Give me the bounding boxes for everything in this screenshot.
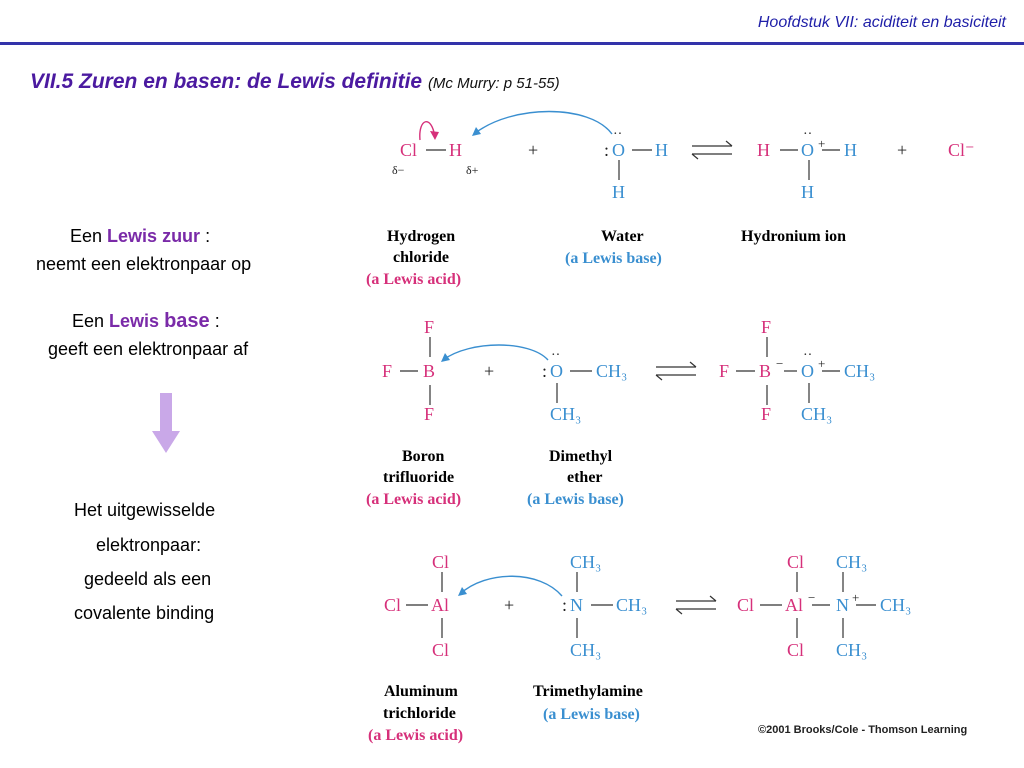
label-aluminum: Aluminum: [384, 683, 458, 700]
exchanged-line-2: elektronpaar:: [96, 535, 202, 555]
label-trifluoride: trifluoride: [383, 469, 455, 486]
prod2-f-top: F: [761, 317, 772, 337]
label-dimethyl: Dimethyl: [549, 448, 613, 465]
exchanged-line-4: covalente binding: [74, 603, 215, 623]
bf3-b-atom: B: [423, 361, 436, 381]
chapter-header: Hoofdstuk VII: aciditeit en basiciteit: [757, 14, 1006, 31]
label-water: Water: [601, 228, 644, 245]
lewis-base-definition: geeft een elektronpaar af: [48, 339, 249, 359]
prod2-ch3-right: CH₃: [844, 361, 876, 381]
prod2-o-atom: O: [801, 361, 814, 381]
svg-text::: :: [562, 595, 568, 615]
lewis-base-term-1: Lewis: [109, 311, 160, 331]
svg-text:··: ··: [551, 348, 561, 363]
svg-text::: :: [604, 140, 610, 160]
exchanged-line-3: gedeeld als een: [84, 569, 212, 589]
amine-n-atom: N: [570, 595, 583, 615]
prod3-cl-top: Cl: [787, 552, 805, 572]
prod3-ch3-bottom: CH₃: [836, 640, 868, 660]
water-o-atom: O: [612, 140, 625, 160]
r2-plus: +: [484, 361, 495, 381]
base-colon: :: [214, 311, 220, 331]
amine-ch3-top: CH₃: [570, 552, 602, 572]
label-bf3-acid: (a Lewis acid): [366, 491, 462, 508]
prod2-f-left: F: [719, 361, 730, 381]
prod3-al-atom: Al: [785, 595, 803, 615]
hydronium-h-right: H: [844, 140, 857, 160]
hydronium-h-left: H: [757, 140, 770, 160]
label-boron: Boron: [402, 448, 445, 465]
alcl3-cl-left: Cl: [384, 595, 402, 615]
svg-text:··: ··: [803, 127, 813, 142]
hcl-delta-minus: δ−: [392, 163, 405, 177]
amine-ch3-right: CH₃: [616, 595, 648, 615]
lewis-acid-term: Lewis zuur: [107, 226, 201, 246]
hcl-delta-plus: δ+: [466, 163, 479, 177]
hydronium-charge: +: [818, 136, 826, 151]
svg-text::: :: [542, 361, 548, 381]
ether-o-atom: O: [550, 361, 563, 381]
label-hydronium: Hydronium ion: [741, 228, 847, 245]
label-hydrogen: Hydrogen: [387, 228, 456, 245]
prod2-b-charge: −: [776, 356, 784, 371]
ether-ch3-right: CH₃: [596, 361, 628, 381]
alcl3-al-atom: Al: [431, 595, 449, 615]
r1-plus: +: [528, 140, 539, 160]
amine-ch3-bottom: CH₃: [570, 640, 602, 660]
r3-plus: +: [504, 595, 515, 615]
water-h-right: H: [655, 140, 668, 160]
label-water-base: (a Lewis base): [565, 250, 662, 267]
alcl3-cl-top: Cl: [432, 552, 450, 572]
prod2-b-atom: B: [759, 361, 772, 381]
r1-plus-2: +: [897, 140, 908, 160]
prod3-cl-left: Cl: [737, 595, 755, 615]
label-chloride: chloride: [393, 249, 449, 266]
prod2-ch3-bottom: CH₃: [801, 404, 833, 424]
title-main: VII.5 Zuren en basen: de Lewis definitie: [30, 70, 423, 93]
hcl-cl-atom: Cl: [400, 140, 418, 160]
base-prefix: Een: [72, 311, 105, 331]
svg-text:··: ··: [803, 348, 813, 363]
lewis-base-term-2: base: [164, 310, 210, 332]
prod3-cl-bottom: Cl: [787, 640, 805, 660]
prod3-ch3-right: CH₃: [880, 595, 912, 615]
label-trichloride: trichloride: [383, 705, 456, 722]
label-hcl-acid: (a Lewis acid): [366, 271, 462, 288]
label-ether: ether: [567, 469, 603, 486]
svg-text:··: ··: [613, 127, 623, 142]
bf3-f-left: F: [382, 361, 393, 381]
label-trimethylamine: Trimethylamine: [533, 683, 643, 700]
label-amine-base: (a Lewis base): [543, 706, 640, 723]
copyright: ©2001 Brooks/Cole - Thomson Learning: [758, 724, 968, 736]
acid-colon: :: [205, 226, 211, 246]
water-h-bottom: H: [612, 182, 625, 202]
prod2-o-charge: +: [818, 356, 826, 371]
bf3-f-top: F: [424, 317, 435, 337]
ether-ch3-bottom: CH₃: [550, 404, 582, 424]
prod2-f-bottom: F: [761, 404, 772, 424]
lewis-acid-definition: neemt een elektronpaar op: [36, 254, 252, 274]
label-ether-base: (a Lewis base): [527, 491, 624, 508]
hydronium-h-bottom: H: [801, 182, 814, 202]
acid-prefix: Een: [70, 226, 103, 246]
exchanged-line-1: Het uitgewisselde: [74, 500, 216, 520]
bf3-f-bottom: F: [424, 404, 435, 424]
hydronium-o-atom: O: [801, 140, 814, 160]
prod3-al-charge: −: [808, 590, 816, 605]
title-reference: (Mc Murry: p 51-55): [427, 75, 560, 92]
prod3-n-charge: +: [852, 590, 860, 605]
alcl3-cl-bottom: Cl: [432, 640, 450, 660]
prod3-ch3-top: CH₃: [836, 552, 868, 572]
label-alcl3-acid: (a Lewis acid): [368, 727, 464, 744]
chloride-ion: Cl⁻: [948, 140, 975, 160]
prod3-n-atom: N: [836, 595, 849, 615]
hcl-h-atom: H: [449, 140, 462, 160]
